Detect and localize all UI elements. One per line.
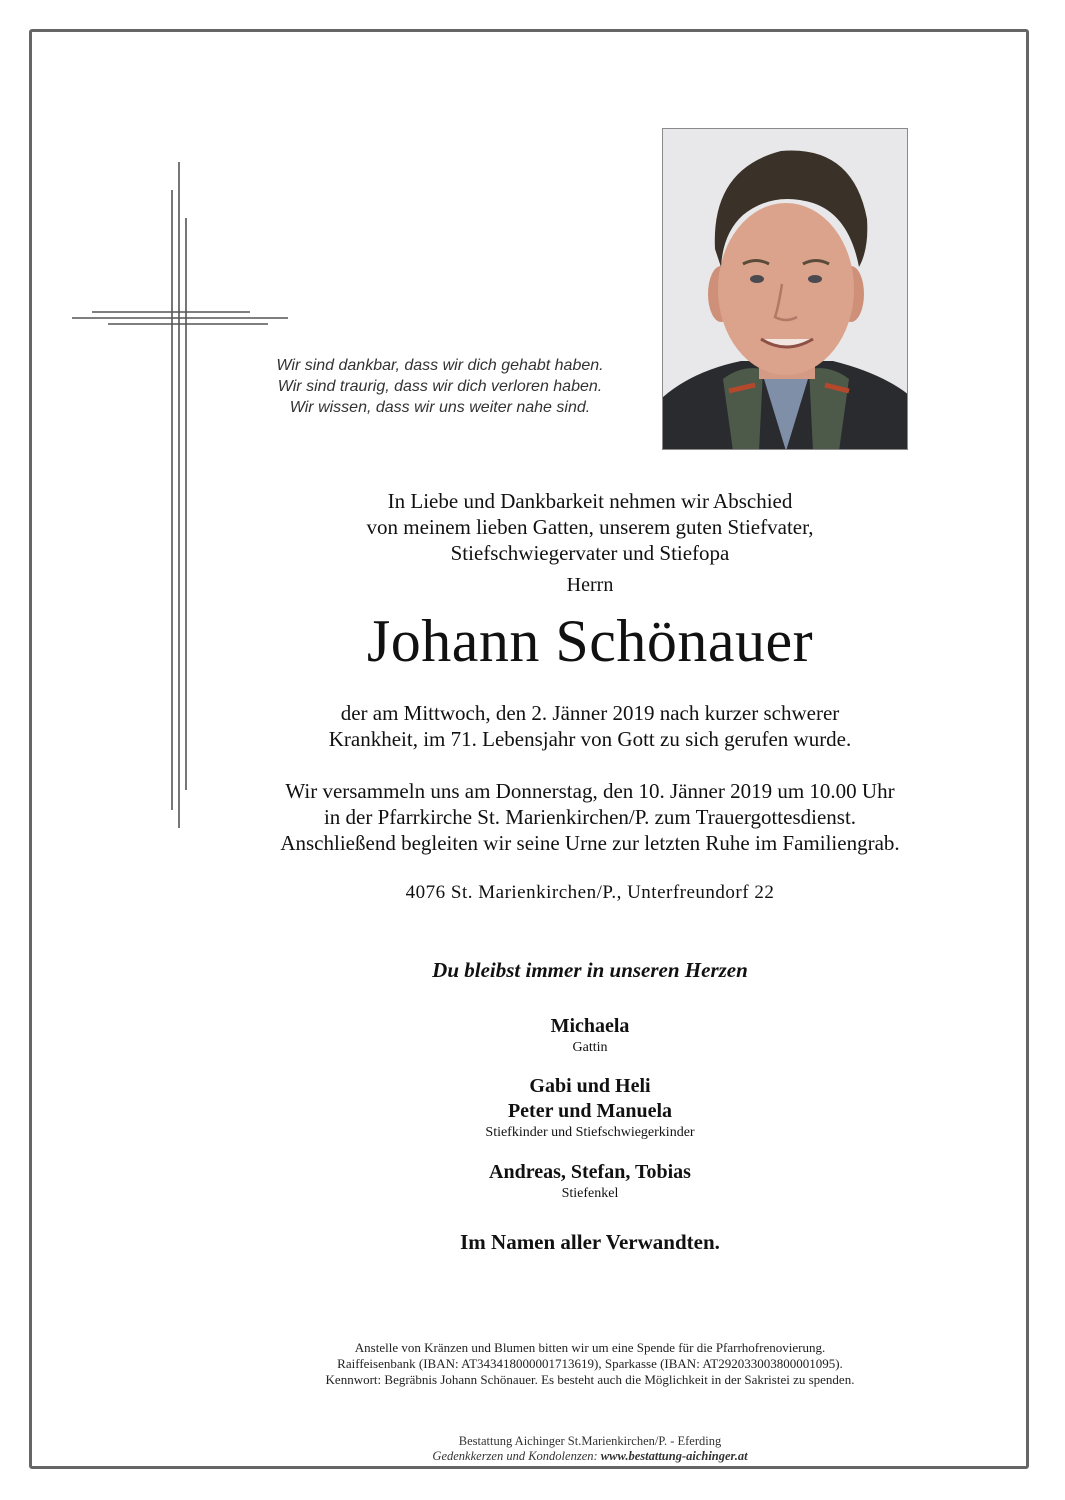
condolence-label: Gedenkkerzen und Kondolenzen: — [432, 1449, 598, 1463]
salutation: Herrn — [566, 574, 614, 596]
donation-line: Anstelle von Kränzen und Blumen bitten wir um eine Spende für die Pfarrhofrenovierung. — [354, 1340, 826, 1355]
funeral-notice-line: Anschließend begleiten wir seine Urne zur letzten Ruhe im Familiengrab. — [280, 831, 900, 855]
home-address: 4076 St. Marienkirchen/P., Unterfreundorf 22 — [405, 882, 775, 903]
funeral-notice-line: in der Pfarrkirche St. Marienkirchen/P. zum Trauergottesdienst. — [323, 805, 857, 829]
family-member-names: Michaela — [550, 1015, 630, 1037]
donation-note — [230, 1340, 950, 1388]
quote-line: Wir wissen, dass wir uns weiter nahe sind. — [289, 399, 591, 416]
family-group — [230, 1160, 950, 1202]
family-member-names: Gabi und Heli — [529, 1075, 651, 1097]
family-member-role: Gattin — [572, 1040, 608, 1055]
family-member-role: Stiefenkel — [561, 1186, 619, 1201]
undertaker-link[interactable]: www.bestattung-aichinger.at — [600, 1449, 748, 1463]
funeral-notice-line: Wir versammeln uns am Donnerstag, den 10. Jänner 2019 um 10.00 Uhr — [285, 779, 895, 803]
portrait-photo — [662, 128, 908, 450]
family-member-names: Peter und Manuela — [507, 1100, 673, 1122]
motto: Du bleibst immer in unseren Herzen — [432, 958, 748, 982]
quote-line: Wir sind traurig, dass wir dich verloren haben. — [277, 378, 603, 395]
family-member-role: Stiefkinder und Stiefschwiegerkinder — [485, 1125, 695, 1140]
memorial-quote — [230, 355, 650, 418]
deceased-name: Johann Schönauer — [366, 608, 814, 674]
intro-line: Stiefschwiegervater und Stiefopa — [450, 541, 730, 565]
donation-line: Raiffeisenbank (IBAN: AT343418000001713619), Sparkasse (IBAN: AT292033003800001095). — [337, 1356, 843, 1371]
undertaker-name: Bestattung Aichinger St.Marienkirchen/P. - Eferding — [458, 1434, 722, 1448]
death-notice — [230, 700, 950, 752]
death-notice-line: Krankheit, im 71. Lebensjahr von Gott zu sich gerufen wurde. — [328, 727, 852, 751]
intro-line: In Liebe und Dankbarkeit nehmen wir Abschied — [387, 489, 793, 513]
farewell-intro — [230, 488, 950, 566]
quote-line: Wir sind dankbar, dass wir dich gehabt haben. — [276, 357, 604, 374]
undertaker-footer — [230, 1434, 950, 1464]
death-notice-line: der am Mittwoch, den 2. Jänner 2019 nach kurzer schwerer — [340, 701, 840, 725]
closing-line: Im Namen aller Verwandten. — [460, 1230, 720, 1254]
family-group — [230, 1014, 950, 1056]
donation-line: Kennwort: Begräbnis Johann Schönauer. Es besteht auch die Möglichkeit in der Sakristei zu spenden. — [325, 1372, 855, 1387]
family-member-names: Andreas, Stefan, Tobias — [489, 1161, 691, 1183]
intro-line: von meinem lieben Gatten, unserem guten Stiefvater, — [366, 515, 814, 539]
funeral-notice — [230, 778, 950, 856]
family-group — [230, 1074, 950, 1141]
